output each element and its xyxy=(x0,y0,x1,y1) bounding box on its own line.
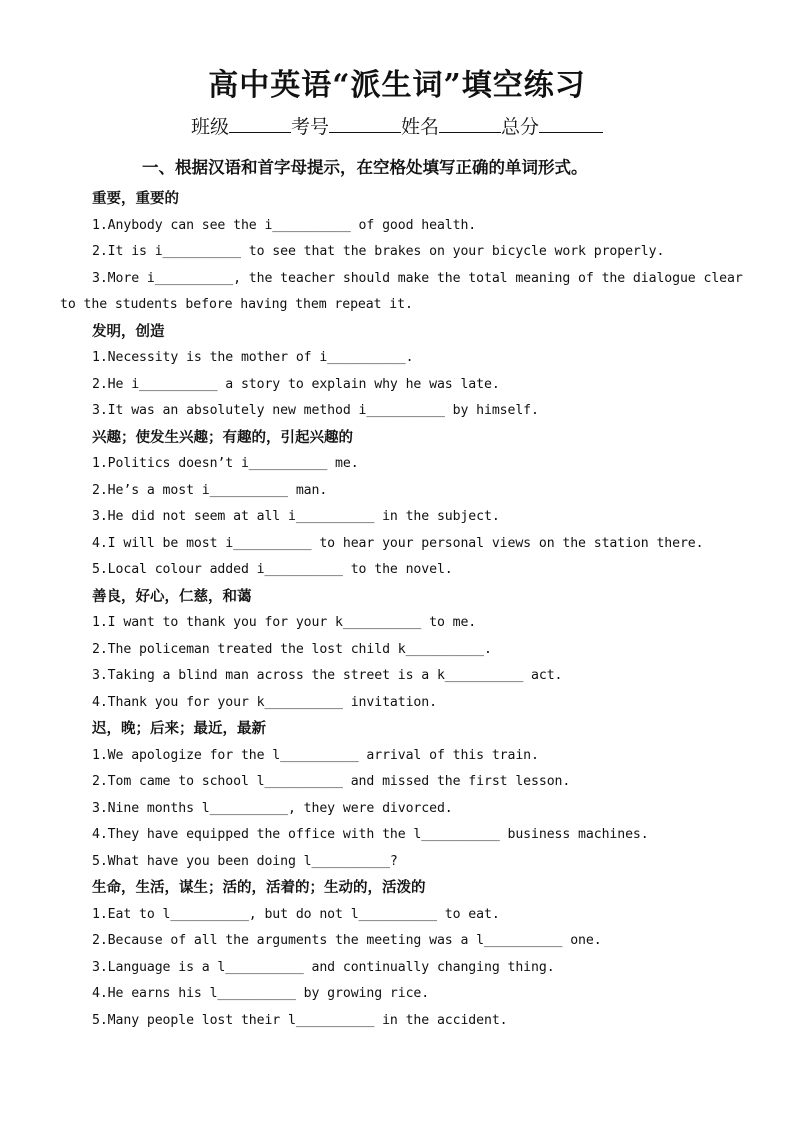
exercise-item: 1.Necessity is the mother of i__________. xyxy=(92,350,414,365)
instruction: 一、根据汉语和首字母提示，在空格处填写正确的单词形式。 xyxy=(142,158,588,177)
section-title: 兴趣；使发生兴趣；有趣的，引起兴趣的 xyxy=(92,429,353,446)
exercise-item: 1.I want to thank you for your k__________ to me. xyxy=(92,615,477,630)
exercise-item: 2.Because of all the arguments the meeting was a l__________ one. xyxy=(92,933,602,948)
exercise-item: 1.Politics doesn’t i__________ me. xyxy=(92,456,359,471)
exercise-item: 2.The policeman treated the lost child k__________. xyxy=(92,641,492,657)
exam-no-label: 考号 xyxy=(290,116,329,138)
exercise-item: 1.We apologize for the l__________ arrival of this train. xyxy=(92,747,539,763)
section-title: 发明，创造 xyxy=(92,323,165,340)
exercise-item: 2.Tom came to school l__________ and missed the first lesson. xyxy=(92,774,571,789)
section-title: 生命，生活，谋生；活的，活着的；生动的，活泼的 xyxy=(92,880,426,896)
exercise-item: 3.Taking a blind man across the street is a k__________ act. xyxy=(92,668,563,683)
student-info-line xyxy=(0,112,794,139)
class-blank[interactable] xyxy=(229,114,291,133)
exercise-item-continuation: to the students before having them repeat it. xyxy=(60,297,413,312)
exercise-item: 3.Nine months l__________, they were divorced. xyxy=(92,800,453,816)
exercise-item: 2.He’s a most i__________ man. xyxy=(92,482,328,498)
exercise-list xyxy=(60,186,743,1034)
exercise-item: 5.Many people lost their l__________ in the accident. xyxy=(92,1012,508,1028)
exam-no-blank[interactable] xyxy=(329,114,401,133)
exercise-item: 1.Anybody can see the i__________ of good health. xyxy=(92,217,477,233)
name-label: 姓名 xyxy=(401,116,440,138)
exercise-item: 1.Eat to l__________, but do not l__________ to eat. xyxy=(92,906,500,922)
section-title: 迟，晚；后来；最近，最新 xyxy=(92,721,266,737)
exercise-item: 5.What have you been doing l__________? xyxy=(92,853,398,869)
exercise-item: 2.It is i__________ to see that the brakes on your bicycle work properly. xyxy=(92,244,665,259)
exercise-item: 4.They have equipped the office with the l__________ business machines. xyxy=(92,827,649,842)
exercise-item: 2.He i__________ a story to explain why he was late. xyxy=(92,376,500,392)
exercise-item: 3.Language is a l__________ and continually changing thing. xyxy=(92,959,555,975)
exercise-item: 4.Thank you for your k__________ invitation. xyxy=(92,694,437,710)
exercise-item: 5.Local colour added i__________ to the novel. xyxy=(92,562,453,577)
section-title: 善良，好心，仁慈，和蔼 xyxy=(92,588,252,605)
score-blank[interactable] xyxy=(539,114,603,133)
exercise-item: 4.He earns his l__________ by growing rice. xyxy=(92,986,430,1001)
score-label: 总分 xyxy=(501,116,540,138)
class-label: 班级 xyxy=(190,116,229,138)
page-title: 高中英语“派生词”填空练习 xyxy=(208,68,586,103)
name-blank[interactable] xyxy=(439,114,501,133)
exercise-item: 3.It was an absolutely new method i__________ by himself. xyxy=(92,403,539,418)
exercise-item: 4.I will be most i__________ to hear your personal views on the station there. xyxy=(92,535,704,551)
section-title: 重要，重要的 xyxy=(92,191,179,207)
exercise-item: 3.He did not seem at all i__________ in the subject. xyxy=(92,509,500,524)
exercise-item: 3.More i__________, the teacher should make the total meaning of the dialogue clear xyxy=(92,270,743,286)
